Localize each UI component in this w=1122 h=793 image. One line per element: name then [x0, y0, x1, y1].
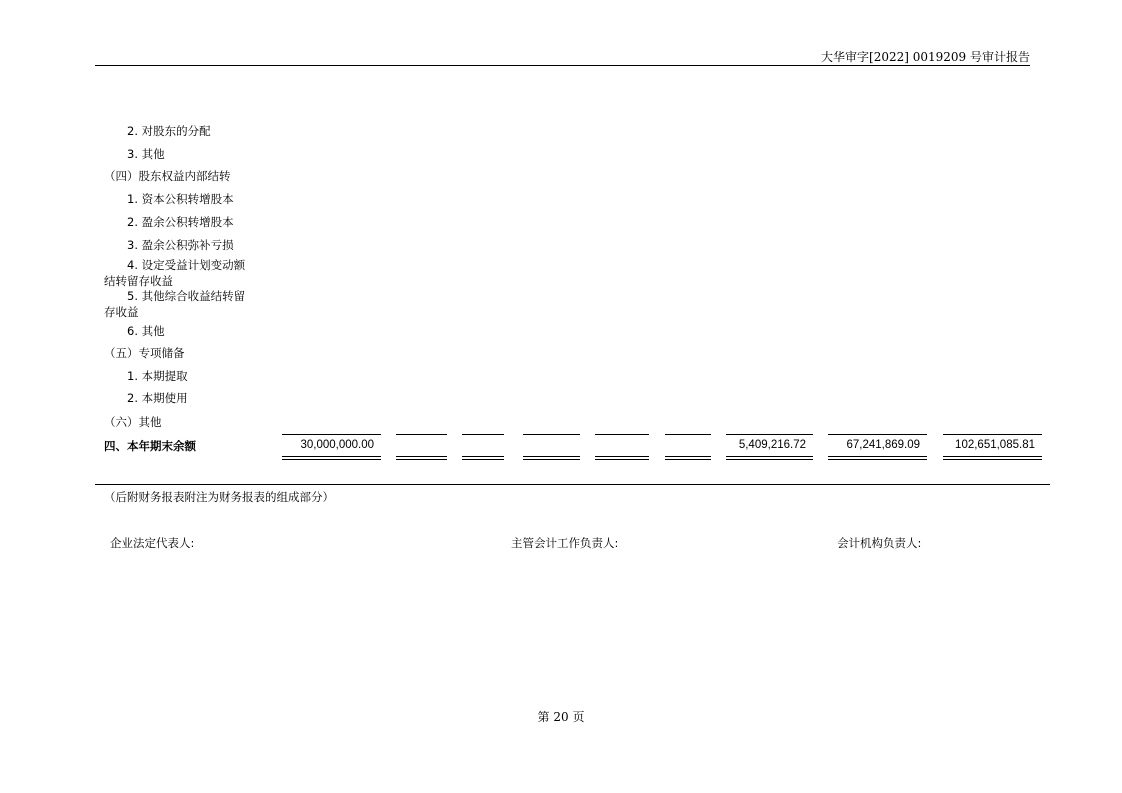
row-label-line1: 5. 其他综合收益结转留 [127, 289, 246, 303]
table-bottom-rule [95, 484, 1050, 485]
column-rule-6 [665, 434, 711, 435]
row-label-ending-balance: 四、本年期末余额 [104, 439, 196, 453]
double-rule-surplus-reserve [726, 456, 813, 460]
row-label-surplus-reserve-cover-loss: 3. 盈余公积弥补亏损 [127, 238, 234, 252]
column-rule-share-capital [282, 434, 381, 435]
row-label-surplus-reserve-to-capital: 2. 盈余公积转增股本 [127, 215, 234, 229]
column-rule-total-equity [943, 434, 1042, 435]
row-label-defined-benefit-plan [104, 257, 245, 289]
row-label-line2: 存收益 [104, 305, 139, 319]
signature-accounting-head: 主管会计工作负责人: [511, 536, 619, 550]
row-label-other-transfer: 6. 其他 [127, 324, 165, 338]
signature-legal-representative: 企业法定代表人: [110, 536, 195, 550]
ending-balance-retained-earnings: 67,241,869.09 [846, 439, 920, 451]
statement-footnote: （后附财务报表附注为财务报表的组成部分） [104, 490, 334, 504]
signature-accounting-org-head: 会计机构负责人: [837, 536, 922, 550]
header-rule [95, 65, 1030, 66]
report-header-title: 大华审字[2022] 0019209 号审计报告 [821, 50, 1030, 64]
row-label-current-use: 2. 本期使用 [127, 391, 188, 405]
column-rule-3 [462, 434, 504, 435]
row-label-special-reserve-section: （五）专项储备 [104, 346, 185, 360]
double-rule-retained-earnings [828, 456, 927, 460]
ending-balance-share-capital: 30,000,000.00 [300, 439, 374, 451]
ending-balance-total-equity: 102,651,085.81 [955, 439, 1035, 451]
column-rule-4 [523, 434, 580, 435]
column-rule-2 [396, 434, 447, 435]
column-rule-surplus-reserve [726, 434, 813, 435]
row-label-dividend-to-shareholders: 2. 对股东的分配 [127, 124, 211, 138]
double-rule-share-capital [282, 456, 381, 460]
column-rule-retained-earnings [828, 434, 927, 435]
row-label-current-provision: 1. 本期提取 [127, 369, 188, 383]
double-rule-4 [523, 456, 580, 460]
page-number: 第 20 页 [537, 710, 585, 724]
row-label-other-section: （六）其他 [104, 415, 162, 429]
row-label-capital-reserve-to-capital: 1. 资本公积转增股本 [127, 192, 234, 206]
double-rule-6 [665, 456, 711, 460]
double-rule-total-equity [943, 456, 1042, 460]
double-rule-3 [462, 456, 504, 460]
row-label-line1: 4. 设定受益计划变动额 [127, 258, 246, 272]
row-label-other-distribution: 3. 其他 [127, 147, 165, 161]
row-label-line2: 结转留存收益 [104, 274, 173, 288]
column-rule-5 [595, 434, 649, 435]
row-label-internal-transfer-section: （四）股东权益内部结转 [104, 169, 231, 183]
ending-balance-surplus-reserve: 5,409,216.72 [738, 439, 806, 451]
double-rule-5 [595, 456, 649, 460]
row-label-oci-to-retained [104, 288, 245, 320]
double-rule-2 [396, 456, 447, 460]
